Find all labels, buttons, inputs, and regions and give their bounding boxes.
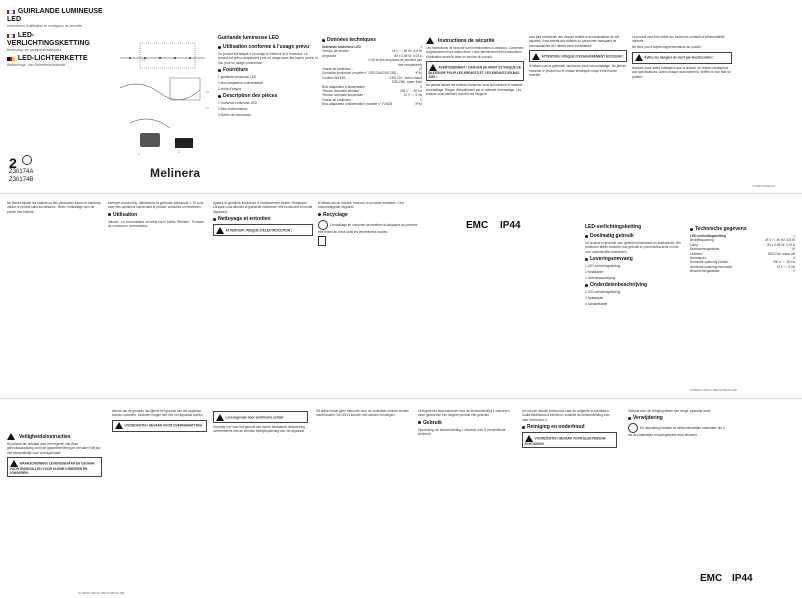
fr-cont-text-3: Ajustez la guirlande lumineuse à l’emplacement désiré. Remarque : Lorsque vous allumez la guirlande lumineuse, elle fonctionne en mode clignotant.	[213, 201, 313, 214]
nl-product-title: LED-verlichtingsketting	[585, 224, 642, 230]
fr-safety-more: Ne jamais laisser les enfants manipuler sans surveillance le matériel d’emballage. Risque d’étouffement par le matériel d’emballage. Les enfants sous-estiment souvent les dangers.	[426, 83, 523, 97]
bullet-icon	[218, 95, 221, 98]
nl-tech-heading: Technische gegevens	[690, 226, 795, 232]
tech-label: Tension de service :	[322, 49, 351, 54]
fr-cont-col-4	[318, 201, 418, 247]
fr-cont-col-2	[108, 201, 208, 230]
cover-sub-3: Bedienungs- und Sicherheitshinweise	[7, 63, 66, 67]
nl-col7-text: Gebruik voor de reiniging alleen een droge, pluisvrije doek.	[628, 409, 712, 413]
fr-cont-col-1	[7, 201, 101, 216]
bullet-icon	[108, 213, 111, 216]
nl-clean-warning: VOORZICHTIG! GEVAAR VOOR ELEKTRISCHE SCHOKKEN!	[522, 432, 617, 448]
fr-safety-column-3	[632, 35, 732, 80]
nl-tech-table	[690, 234, 795, 274]
tech-value: Z30174A : blanc chaud	[389, 75, 422, 80]
tech-value: 24 V ⎓, 5 VA	[776, 264, 795, 269]
nl-dispose-heading: Verwijdering	[628, 415, 728, 421]
waste-bin-icon	[318, 236, 326, 246]
fr-safety-text: Les instructions de sécurité sont mentionnées ci-dessous. Conservez soigneusement ces instructions. Lisez attentivement les instructions d’utilisation avant la mise en service du produit.	[426, 46, 524, 59]
label-2: 2	[178, 150, 180, 154]
fr-supply-heading: Fourniture	[218, 67, 318, 73]
fr-safety-column	[426, 35, 524, 98]
fr-recycle-text: L’emballage se compose de matières écologiques qui peuvent être mises au rebut dans les déchetteries locales.	[318, 220, 418, 234]
fr-safety-heading: Instructions de sécurité	[426, 37, 524, 44]
tech-value: 24 V ⎓, 50 Hz, 4,8 W	[764, 238, 795, 243]
nl-safety-column	[7, 431, 102, 479]
tech-label: Guirlande lumineuse LED	[322, 45, 361, 49]
fr-cont-text-4: N’utilisez aucun solvant, essence ou produits similaires. Ceci endommagerait l’appareil.	[318, 201, 404, 210]
nl-col2-warning: VOORZICHTIG! GEVAAR VOOR OVERVERHITTING!	[112, 420, 207, 432]
nl-col2-text: kennis van de gevaren die tijdens het gebruik van het apparaat kunnen optreden. Kinderen mogen niet met het apparaat spelen.	[112, 409, 204, 418]
tech-label: Classe de protection :	[322, 67, 353, 72]
cover-line-1	[7, 8, 117, 29]
tech-label: Ledkleur:	[690, 251, 704, 256]
tech-label: Nominale spanning primair:	[690, 260, 729, 265]
tech-value: Z30174A: warm wit	[767, 251, 795, 256]
warning-icon	[7, 433, 15, 440]
nl-col3-box: Levensgevaar door elektrische schok!	[213, 411, 308, 423]
fr-use2-heading: Utilisation	[108, 212, 208, 218]
nl-use-text-2: Opmerking: de kerstverlichting 1 beschikt over 8 verschillende lichtmodi.	[418, 427, 506, 437]
nl-supply-item: 1 LED-verlichtingsketting	[585, 264, 621, 269]
tech-label: Tension nominale secondaire :	[322, 93, 366, 98]
emc-mark-2: EMC	[700, 573, 723, 584]
tech-value: 2	[420, 84, 422, 89]
bullet-icon	[628, 417, 631, 420]
bullet-icon	[322, 39, 325, 42]
page-ref-bottom: NL/BE/NL/BE/NL/BE/NL/BE/NL/BE	[78, 591, 125, 595]
sheet-3	[0, 401, 802, 598]
bullet-icon	[218, 46, 221, 49]
tech-label: Netadapter:	[690, 256, 707, 261]
ip44-mark: IP44	[500, 220, 521, 231]
fr-cont-text-2: exemple couvercles), débranchez la guirlande lumineuse 1. Si vous avez des questions concernant le produit, consultez un électricien.	[108, 201, 204, 210]
tech-label: LED-verlichtingsketting	[690, 234, 726, 238]
nl-use-text: Dit product is geschikt voor gebruik binnenshuis en buitenshuis. Het product is alleen bedoeld voor gebruik in privéhuishoudens en niet voor commerciële doeleinden.	[585, 241, 681, 254]
cover-number: 2	[9, 155, 17, 171]
fr-safety3-box: Évitez les dangers de mort par électrocution !	[632, 52, 732, 64]
cover-line-3	[7, 55, 117, 68]
warning-icon	[216, 414, 224, 421]
fr-part-item: 1 Guirlande lumineuse LED	[218, 101, 257, 106]
bullet-icon	[218, 69, 221, 72]
tech-label: Beschermingsklasse:	[690, 269, 721, 274]
warning-icon	[429, 64, 437, 71]
cover-title-1: GUIRLANDE LUMINEUSE LED	[7, 8, 103, 23]
nl-col-5	[418, 409, 513, 438]
fr-safety2-text: sont pas conscients des risques relatifs à la manipulation de cet appareil. Il est interdit aux enfants ou personnes manquant de connaissances de l’utiliser sans surveillance.	[529, 35, 620, 48]
fr-tech-column	[322, 35, 422, 107]
fr-intro-column	[218, 35, 318, 119]
tech-value: 230 V ∼, 50 Hz	[400, 89, 422, 94]
fr-product-title: Guirlande lumineuse LED	[218, 35, 279, 41]
tech-label: Beschermingsklasse:	[690, 247, 721, 252]
fr-parts-heading: Description des pièces	[218, 93, 318, 99]
tech-label: Guirlande lumineuse (modèle n° Z30174A/Z30174B) :	[322, 71, 399, 76]
cover-model-2: Z30174B	[9, 177, 34, 183]
tech-value: III	[419, 67, 422, 72]
bullet-icon	[318, 213, 321, 216]
tech-value: 1	[420, 45, 422, 49]
nl-intro-column	[585, 224, 685, 308]
fr-safety3-item: Ne fixez pas d’objets supplémentaires au produit.	[632, 45, 702, 50]
nl-col-3	[213, 409, 308, 435]
bullet-icon	[585, 284, 588, 287]
fr-safety-warning: AVERTISSEMENT ! DANGER DE MORT ET RISQUE DE BLESSURE POUR LES ENFANTS ET LES ENFANTS EN BAS ÂGE !	[426, 61, 524, 81]
bullet-icon	[585, 258, 588, 261]
page-ref-top: FR/BE/FR/BE/NL/...	[752, 184, 779, 188]
nl-col5-text: Ontkoppel de stroomtoevoer voor de kerstverlichting 1 wanneer u deze gedurende een langere periode niet gebruikt.	[418, 409, 511, 418]
string-lights-illustration	[110, 38, 215, 168]
label-1b: 1b	[206, 90, 210, 94]
fr-safety3-more: Assurez-vous avant l’utilisation que la tension du réseau correspond aux spécifications. Avant chaque raccordement, vérifiez le bon état du produit.	[632, 65, 731, 79]
timer-icon	[22, 155, 32, 165]
fr-safety2-warning: ATTENTION ! RISQUE D’ÉCHAUFFEMENT EXCESSIF !	[529, 50, 627, 62]
tech-row	[322, 102, 422, 106]
warning-icon	[532, 53, 540, 60]
tech-value: II	[420, 97, 422, 102]
fr-use-heading: Utilisation conforme à l’usage prévu	[218, 44, 318, 50]
fr-supply-item: 1 mode d’emploi	[218, 87, 242, 92]
tech-value: Z30174B : blanc froid	[391, 80, 422, 85]
nl-use-heading: Doelmatig gebruik	[585, 233, 685, 239]
tech-value: 80 x 0,06 W, 0,02 A	[394, 53, 422, 58]
flag-fr-icon	[7, 10, 15, 14]
sheet-1	[0, 0, 802, 190]
bullet-icon	[213, 218, 216, 221]
warning-icon	[635, 54, 643, 61]
recycle-icon	[628, 423, 638, 433]
label-3: 3	[138, 152, 140, 156]
nl-safety-heading: Veiligheidsinstructies	[7, 433, 102, 440]
warning-icon	[426, 37, 434, 44]
fr-cont-col-3	[213, 201, 313, 238]
fr-use2-text: Allumer : Le commutateur est situé sur le boîtier. Éteindre : Poussez de nouveau le commutateur.	[108, 219, 205, 229]
tech-row	[690, 269, 795, 273]
sheet-divider	[0, 193, 802, 194]
fr-tech-table	[322, 45, 422, 107]
cover-title-3: LED-LICHTERKETTE	[17, 55, 88, 62]
sheet-2	[0, 196, 802, 396]
fr-use-text: Ce produit est adapté à un usage à l’intérieur et à l’extérieur. Le produit est prévu uniquement pour un usage dans des foyers privés, et non pour un usage commercial.	[218, 52, 318, 65]
fr-tech-heading: Données techniques	[322, 37, 422, 43]
tech-label: Bloc adaptateur d’alimentation (modèle n° F2402) :	[322, 102, 394, 107]
emc-mark: EMC	[466, 220, 489, 231]
nl-col3-text: Overtuig u er vóór het gebruik van dat de bestaande netspanning overeenstemt met de vereiste bedrijfsspanning van het apparaat.	[213, 425, 305, 434]
cover-panel	[7, 8, 117, 70]
tech-value: IP44	[415, 102, 422, 107]
nl-col6-text: om met de nieuwe lichtmodus naar de volgende te schakelen. Zodra lichtmodus 8 bereikt is, schakelt de kerstverlichting over naar lichtmodus 1.	[522, 409, 610, 422]
nl-safety-text: Bij schade die ontstaat door het negeren van deze gebruiksaanwijzing komt de garantieverlening te vervallen! Wij zijn niet aansprakelijk voor vervolgschade!	[7, 442, 101, 455]
nl-clean-heading: Reiniging en onderhoud	[522, 424, 617, 430]
fr-cont-text: Ne jamais laisser les enfants ou des personnes ayant un handicap utiliser le produit sans surveillance. Tenez l’emballage hors de portée des enfants.	[7, 201, 101, 214]
nl-part-item: 1 LED-verlichtingsketting	[585, 290, 621, 295]
tech-value: 1	[793, 234, 795, 238]
tech-value: 230 V ∼, 50 Hz	[773, 260, 795, 265]
fr-safety-column-2	[529, 35, 627, 79]
nl-col-7	[628, 409, 728, 439]
cover-title-2: LED-VERLICHTINGSKETTING	[7, 31, 90, 47]
tech-value: II	[793, 269, 795, 274]
warning-icon	[10, 460, 18, 467]
nl-part-item: 2 Netadapter	[585, 296, 604, 301]
label-1a: 1a	[142, 58, 146, 62]
warning-icon	[216, 227, 224, 234]
bullet-icon	[522, 426, 525, 429]
warning-icon	[525, 435, 533, 442]
tech-value: III	[792, 247, 795, 252]
nl-part-item: 3 Schakelkastje	[585, 302, 608, 307]
nl-col-2	[112, 409, 207, 434]
nl-use-heading-2: Gebruik	[418, 420, 513, 426]
tech-value: 24 V ⎓, 5 VA	[403, 93, 422, 98]
nl-col4-text: Dit artikel bevat geen delen die door de verbruiker kunnen worden onderhouden. De LED’s kunnen niet worden vervangen.	[316, 409, 410, 418]
fr-supply-item: 1 guirlande lumineuse LED	[218, 75, 257, 80]
nl-col-6	[522, 409, 617, 450]
fr-bin-row	[318, 236, 418, 246]
brand-logo: Melinera	[150, 166, 201, 180]
tech-label: Bloc adaptateur d’alimentation :	[322, 84, 367, 89]
tech-value: 80 x 0,06 W, 0,02 A	[767, 242, 795, 247]
ip44-mark-2: IP44	[732, 573, 753, 584]
tech-label: Ampoules :	[322, 53, 338, 58]
nl-tech-column	[690, 224, 795, 274]
fr-clean-heading: Nettoyage et entretien	[213, 216, 313, 222]
label-1c: 1c	[206, 106, 210, 110]
cover-line-2	[7, 32, 117, 53]
tech-label: Lamp:	[690, 242, 699, 247]
tech-value: 24 V ⎓, 50 Hz, 4,8 W	[391, 49, 422, 54]
nl-supply-item: 1 Netadapter	[585, 270, 604, 275]
nl-supply-item: 1 Gebruiksaanwijzing	[585, 276, 616, 281]
tech-value: 0,06 W (les ampoules ne peuvent pas être remplacées)	[368, 58, 422, 67]
fr-clean-warning: ATTENTION ! RISQUE D’ÉLECTROCUTION !	[213, 224, 313, 236]
tech-label: Couleur des DEL :	[322, 75, 348, 80]
flag-de-icon	[7, 57, 15, 61]
bullet-icon	[418, 421, 421, 424]
fr-safety3-item: Le produit peut être utilisé sur toutes les surfaces d’inflammabilité normale.	[632, 35, 725, 44]
cover-sub-2: Bediening- en veiligheidsinstructies	[7, 47, 62, 52]
nl-supply-heading: Leveringsomvang	[585, 256, 685, 262]
cover-model-1: Z30174A	[9, 169, 34, 175]
bullet-icon	[585, 235, 588, 238]
tech-label: Bedrijfsspanning:	[690, 238, 715, 243]
nl-safety-warning: WAARSCHUWING! LEVENSGEVAAR EN GEVAAR VOOR ONGEVALLEN VOOR KLEINE KINDEREN EN JONGEREN!	[7, 457, 102, 477]
tech-value: IP44	[415, 71, 422, 76]
tech-label: Nominale spanning secundair:	[690, 264, 733, 269]
bullet-icon	[690, 228, 693, 231]
fr-recycle-heading: Recyclage	[318, 212, 418, 218]
tech-row	[322, 58, 422, 67]
fr-part-item: 3 Boîtier de commande	[218, 113, 251, 118]
tech-label: Classe de protection :	[322, 97, 353, 102]
fr-supply-item: 1 bloc adaptateur d’alimentation	[218, 81, 264, 86]
page-ref-mid: FR/BE/NL/BE/NL/BE/NL/BE/NL/DE	[690, 388, 738, 392]
tech-value: 2	[793, 256, 795, 261]
fr-safety2-more: N’utilisez pas la guirlande lumineuse dans son emballage. Ne jamais brancher le produit sur le réseau électrique lorsqu’il est encore emballé.	[529, 64, 626, 78]
warning-icon	[115, 422, 123, 429]
nl-col-4	[316, 409, 411, 419]
recycle-icon	[318, 220, 328, 230]
fr-part-item: 2 Bloc d’alimentation	[218, 107, 248, 112]
cover-sub-1: Instructions d’utilisation et consignes de sécurité	[7, 24, 82, 28]
flag-nl-icon	[7, 34, 15, 38]
nl-dispose-text: De verpakking bestaat uit milieuvriendelijke materialen die u via de plaatselijke recyclingbakken kunt afvoeren.	[628, 423, 728, 437]
nl-parts-heading: Onderdelenbeschrijving	[585, 282, 685, 288]
sheet-divider	[0, 398, 802, 399]
tech-label: Tension nominale primaire :	[322, 89, 361, 94]
